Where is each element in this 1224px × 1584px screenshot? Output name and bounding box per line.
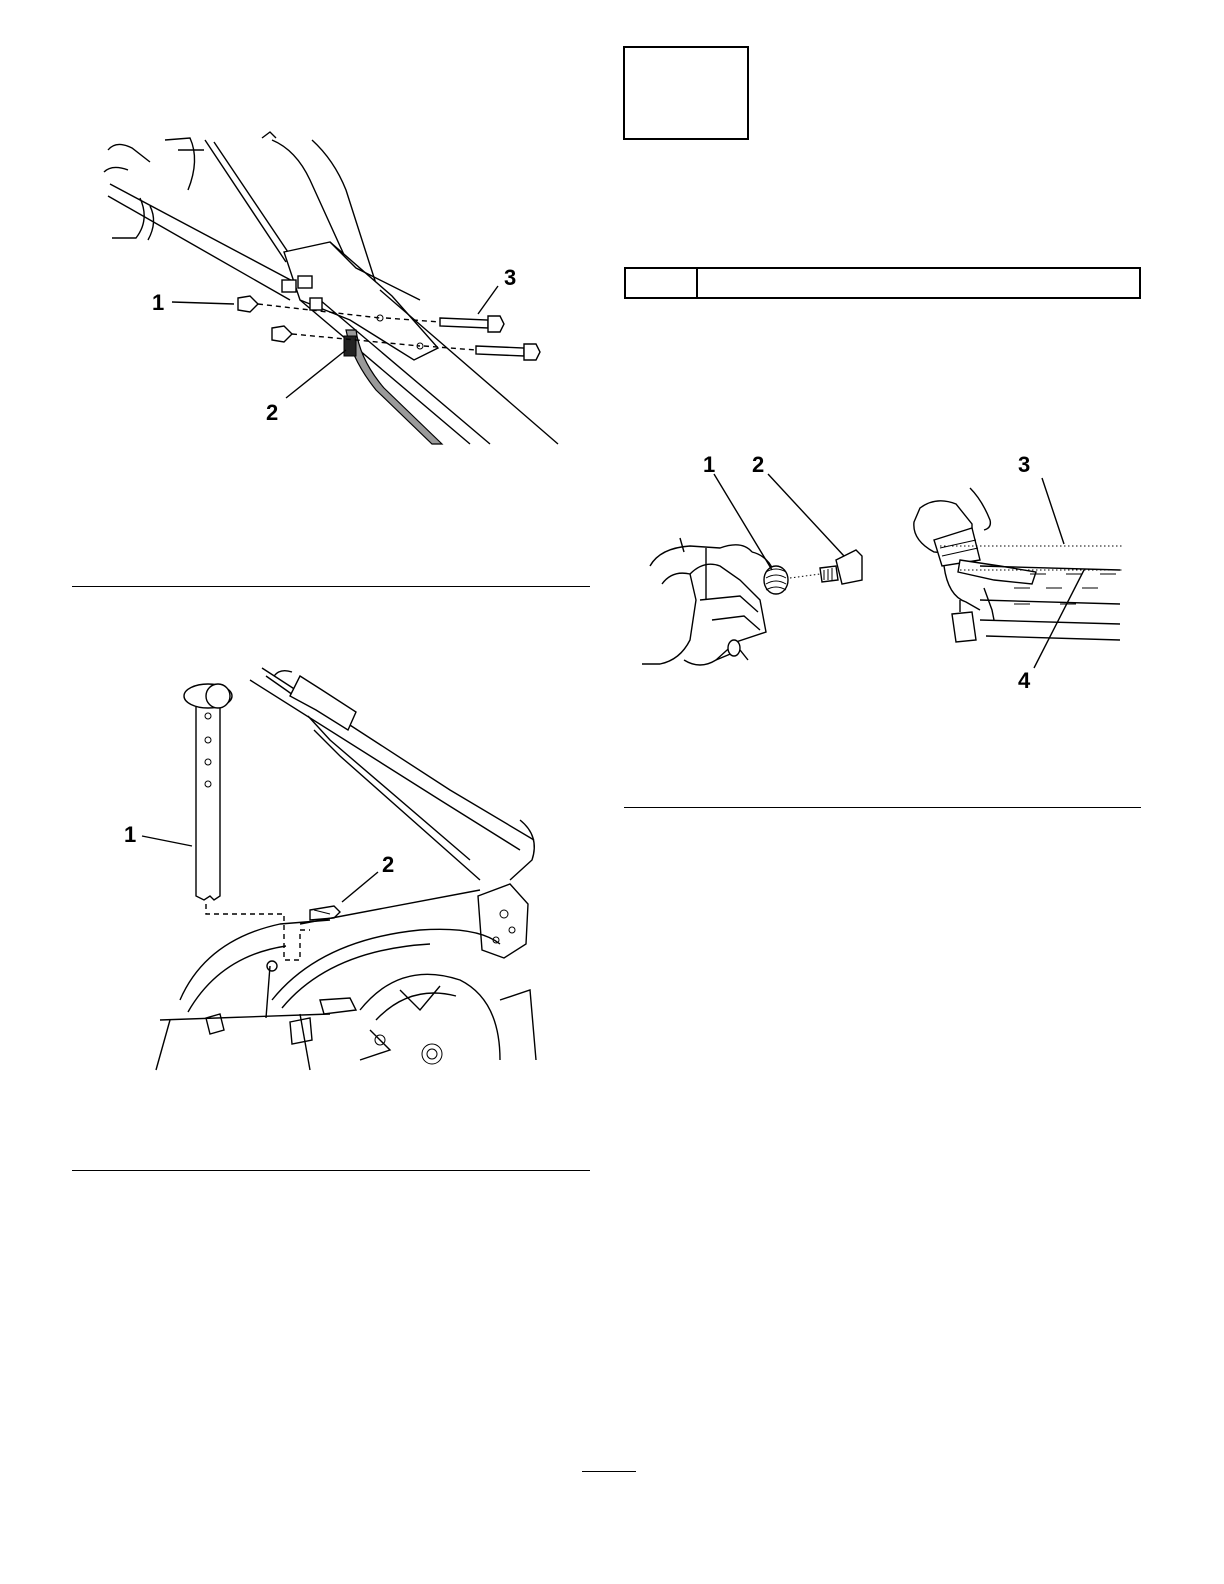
dipstick-icon <box>820 550 862 584</box>
warning-box <box>623 46 749 140</box>
spec-table <box>624 267 1141 299</box>
section-divider-3 <box>624 807 1141 808</box>
figure1-callout-1: 1 <box>152 290 165 315</box>
figure2-callout-1: 1 <box>124 822 137 847</box>
figure2-callout-2: 2 <box>382 852 395 877</box>
figure3-callout-3: 3 <box>1018 452 1031 477</box>
figure-handle-bolts <box>0 0 600 470</box>
figure3-callout-4: 4 <box>1018 668 1031 693</box>
section-divider-1 <box>72 586 590 587</box>
spec-table-cell-2 <box>698 269 1139 297</box>
spec-table-cell-1 <box>626 269 698 297</box>
fill-hole-icon <box>764 566 788 594</box>
figure-oil-dipstick <box>600 440 1160 700</box>
figure1-callout-3: 3 <box>504 265 517 290</box>
figure-depth-bar <box>0 600 600 1080</box>
figure3-callout-1: 1 <box>703 452 716 477</box>
page-number-rule <box>582 1471 636 1472</box>
section-divider-2 <box>72 1170 590 1171</box>
figure3-callout-2: 2 <box>752 452 765 477</box>
figure1-callout-2: 2 <box>266 400 279 425</box>
